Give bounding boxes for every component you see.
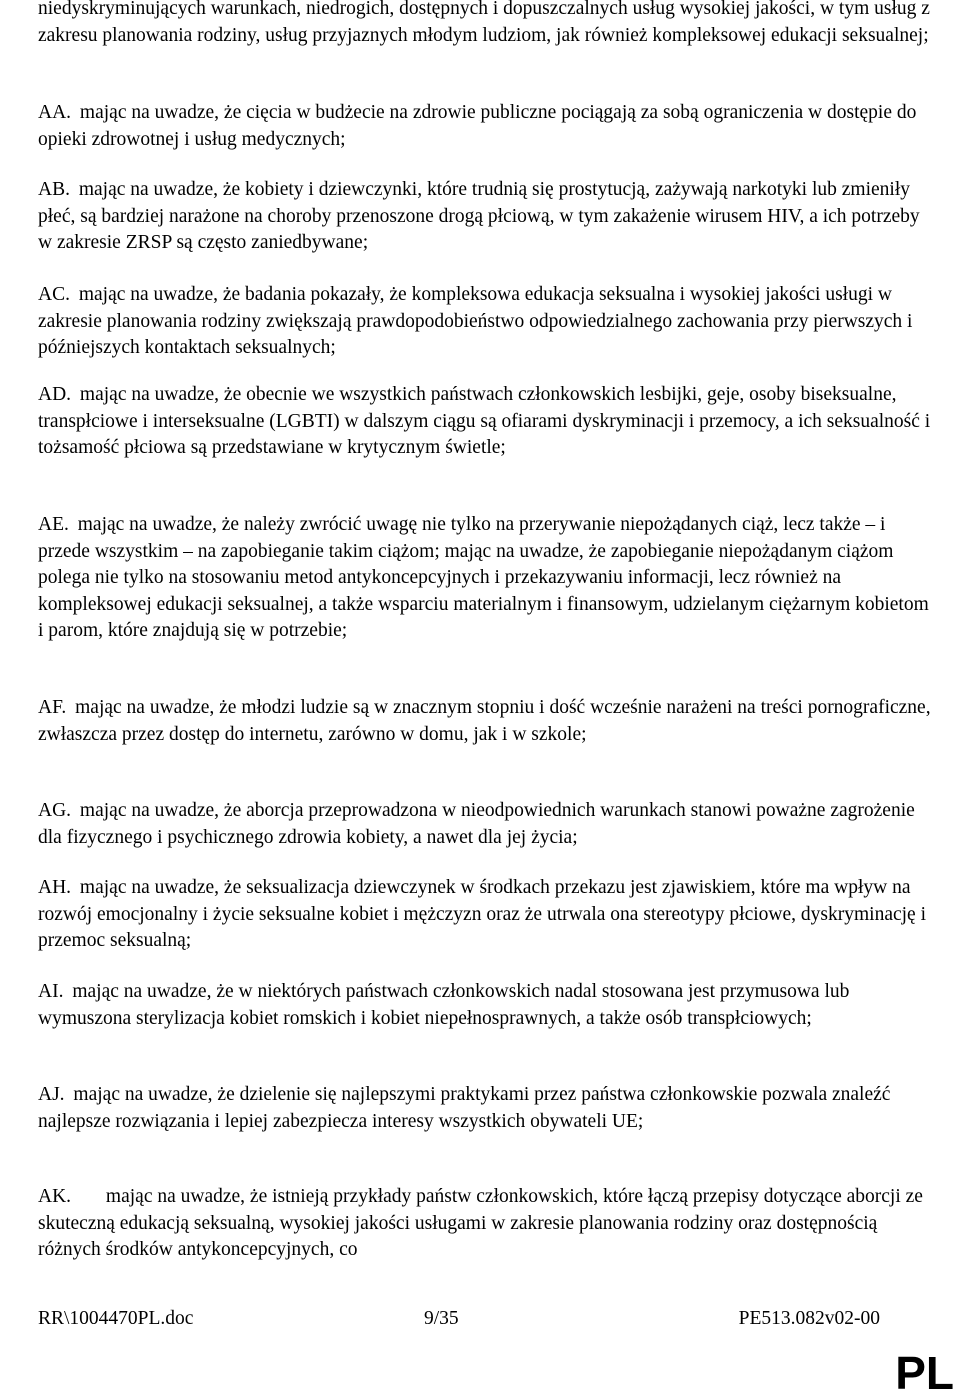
page-footer xyxy=(38,1306,880,1332)
paragraph-AJ xyxy=(38,1082,938,1135)
paragraph-AI xyxy=(38,979,938,1032)
paragraph-AG xyxy=(38,798,938,851)
paragraph-AD xyxy=(38,382,938,462)
paragraph-label: AJ. xyxy=(38,1084,65,1105)
language-tag: PL xyxy=(895,1347,954,1399)
paragraph-text: mając na uwadze, że istnieją przykłady państw członkowskich, które łączą przepisy dotyczące aborcji ze skuteczną edukacją seksualną, wysokiej jakości usługami w zakresie planowania rodziny oraz dostępnością różnych środków antykoncepcyjnych, co xyxy=(38,1186,923,1260)
paragraph-text: mając na uwadze, że należy zwrócić uwagę nie tylko na przerywanie niepożądanych ciąż, lecz także – i przede wszystkim – na zapobieganie takim ciążom; mając na uwadze, że zapobieganie niepożądanym ciążom polega nie tylko na stosowaniu metod antykoncepcyjnych i przekazywaniu informacji, lecz również na kompleksowej edukacji seksualnej, a także wsparciu materialnym i finansowym, udzielanym ciężarnym kobietom i parom, które znajdują się w potrzebie; xyxy=(38,514,929,641)
paragraph-text: mając na uwadze, że młodzi ludzie są w znacznym stopniu i dość wcześnie narażeni na treści pornograficzne, zwłaszcza przez dostęp do internetu, zarówno w domu, jak i w szkole; xyxy=(38,697,931,745)
paragraph-label: AH. xyxy=(38,877,72,898)
paragraph-text: mając na uwadze, że kobiety i dziewczynki, które trudnią się prostytucją, zażywają narkotyki lub zmieniły płeć, są bardziej narażone na choroby przenoszone drogą płciową, w tym zakażenie wirusem HIV, a ich potrzeby w zakresie ZRSP są często zaniedbywane; xyxy=(38,179,920,253)
paragraph-AB xyxy=(38,177,938,257)
paragraph-label: AK. xyxy=(38,1186,72,1207)
footer-version: PE513.082v02-00 xyxy=(738,1308,880,1329)
paragraph-label: AB. xyxy=(38,179,70,200)
paragraph-text: mając na uwadze, że aborcja przeprowadzona w nieodpowiednich warunkach stanowi poważne zagrożenie dla fizycznego i psychicznego zdrowia kobiety, a nawet dla jej życia; xyxy=(38,800,915,848)
paragraph-text: mając na uwadze, że obecnie we wszystkich państwach członkowskich lesbijki, geje, osoby biseksualne, transpłciowe i interseksualne (LGBTI) w dalszym ciągu są ofiarami dyskryminacji i przemocy, a ich seksualność i tożsamość płciowa są przedstawiane w krytycznym świetle; xyxy=(38,384,931,458)
paragraph-AK xyxy=(38,1184,938,1264)
paragraph-AC xyxy=(38,282,938,362)
paragraph-AA xyxy=(38,100,938,153)
paragraph-text: mając na uwadze, że seksualizacja dziewczynek w środkach przekazu jest zjawiskiem, które ma wpływ na rozwój emocjonalny i życie seksualne kobiet i mężczyzn oraz że utrwala ona stereotypy płciowe, dyskryminację i przemoc seksualną; xyxy=(38,877,926,951)
paragraph-label: AE. xyxy=(38,514,69,535)
footer-doc-reference: RR\1004470PL.doc xyxy=(38,1308,194,1329)
paragraph-text: mając na uwadze, że badania pokazały, że kompleksowa edukacja seksualna i wysokiej jakości usługi w zakresie planowania rodziny zwiększają prawdopodobieństwo odpowiedzialnego zachowania przy pierwszych i późniejszych kontaktach seksualnych; xyxy=(38,284,913,358)
paragraph-continuation xyxy=(38,0,938,49)
paragraph-AE xyxy=(38,512,938,645)
paragraph-label: AC. xyxy=(38,284,70,305)
paragraph-text: mając na uwadze, że dzielenie się najlepszymi praktykami przez państwa członkowskie pozwala znaleźć najlepsze rozwiązania i lepiej zabezpiecza interesy wszystkich obywateli UE; xyxy=(38,1084,891,1132)
paragraph-label: AG. xyxy=(38,800,72,821)
paragraph-label: AD. xyxy=(38,384,72,405)
paragraph-text: mając na uwadze, że cięcia w budżecie na zdrowie publiczne pociągają za sobą ograniczenia w dostępie do opieki zdrowotnej i usług medycznych; xyxy=(38,102,917,150)
paragraph-label: AF. xyxy=(38,697,67,718)
paragraph-text: niedyskryminujących warunkach, niedrogich, dostępnych i dopuszczalnych usług wysokiej jakości, w tym usług z zakresu planowania rodziny, usług przyjaznych młodym ludziom, jak również kompleksowej edukacji seksualnej; xyxy=(38,0,930,46)
paragraph-AH xyxy=(38,875,938,955)
paragraph-text: mając na uwadze, że w niektórych państwach członkowskich nadal stosowana jest przymusowa lub wymuszona sterylizacja kobiet romskich i kobiet niepełnosprawnych, a także osób transpłciowych; xyxy=(38,981,850,1029)
paragraph-label: AI. xyxy=(38,981,64,1002)
footer-page-number: 9/35 xyxy=(424,1308,459,1329)
paragraph-AF xyxy=(38,695,938,748)
paragraph-label: AA. xyxy=(38,102,72,123)
